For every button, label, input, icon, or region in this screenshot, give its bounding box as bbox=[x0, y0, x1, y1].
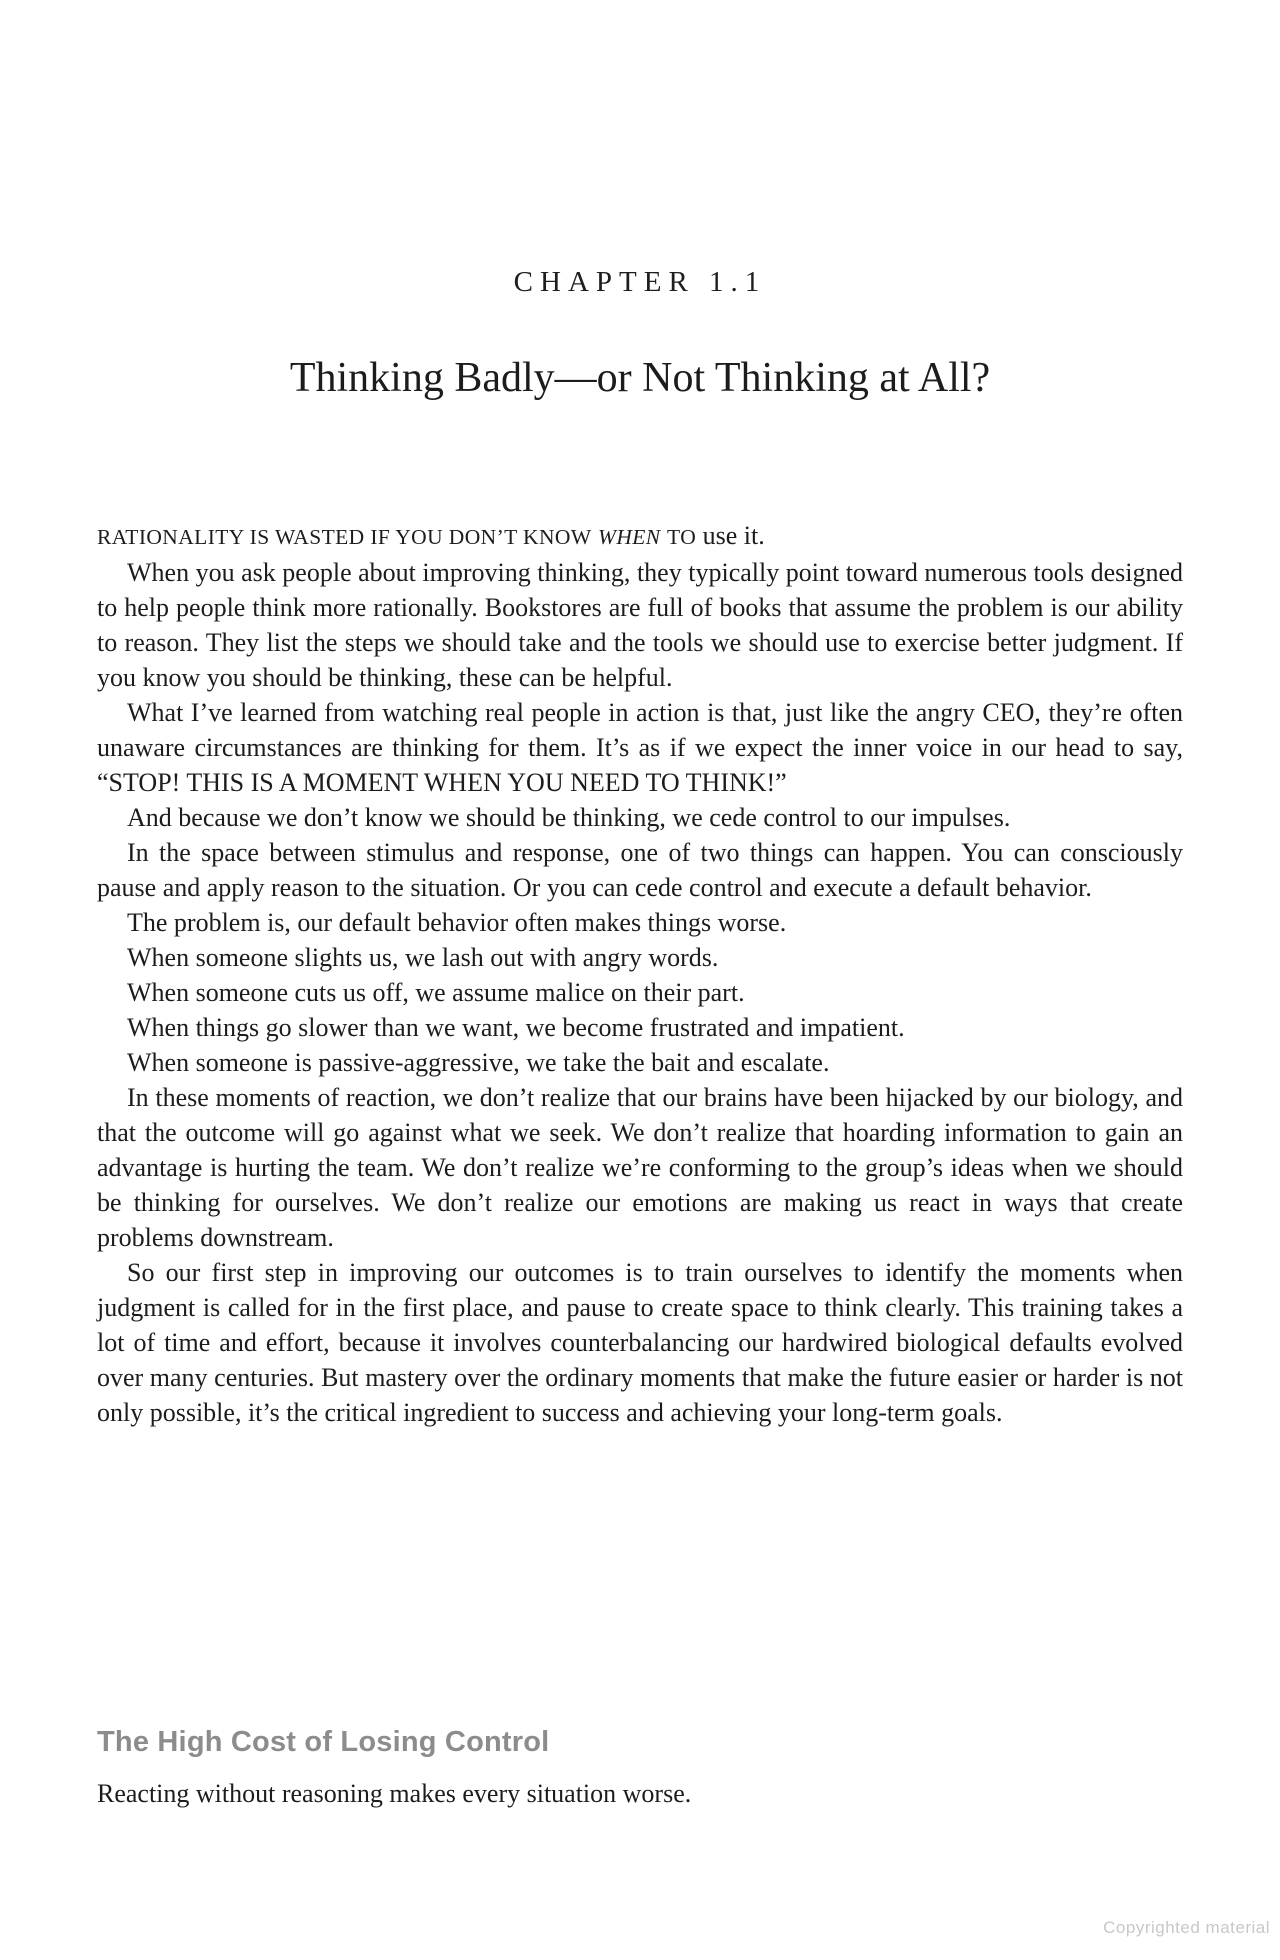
section-intro: Reacting without reasoning makes every situation worse. bbox=[97, 1779, 692, 1808]
paragraph: When someone is passive-aggressive, we take the bait and escalate. bbox=[127, 1048, 830, 1077]
paragraph: When things go slower than we want, we become frustrated and impatient. bbox=[127, 1013, 905, 1042]
body-text bbox=[97, 518, 1183, 1430]
paragraph: When someone cuts us off, we assume malice on their part. bbox=[127, 978, 745, 1007]
paragraph: And because we don’t know we should be thinking, we cede control to our impulses. bbox=[127, 803, 1011, 832]
opening-regular-text: use it. bbox=[702, 521, 765, 550]
paragraph: The problem is, our default behavior often makes things worse. bbox=[127, 908, 787, 937]
paragraph: In the space between stimulus and response, one of two things can happen. You can consciously pause and apply reason to the situation. Or you can cede control and execute a default behavior. bbox=[97, 838, 1183, 902]
paragraph: So our first step in improving our outcomes is to train ourselves to identify the moments when judgment is called for in the first place, and pause to create space to think clearly. This training takes a lot of time and effort, because it involves counterbalancing our hardwired biological defaults evolved over many centuries. But mastery over the ordinary moments that make the future easier or harder is not only possible, it’s the critical ingredient to success and achieving your long-term goals. bbox=[97, 1258, 1183, 1427]
opening-line bbox=[97, 518, 1183, 555]
paragraph: When you ask people about improving thinking, they typically point toward numerous tools designed to help people think more rationally. Bookstores are full of books that assume the problem is our ability to reason. They list the steps we should take and the tools we should use to exercise better judgment. If you know you should be thinking, these can be helpful. bbox=[97, 558, 1183, 692]
paragraph: When someone slights us, we lash out with angry words. bbox=[127, 943, 719, 972]
chapter-title: Thinking Badly—or Not Thinking at All? bbox=[289, 355, 991, 401]
opening-smallcaps-tail: TO bbox=[667, 525, 697, 549]
opening-smallcaps-lead: RATIONALITY IS WASTED IF YOU DON’T KNOW bbox=[97, 525, 592, 549]
paragraph: What I’ve learned from watching real people in action is that, just like the angry CEO, they’re often unaware circumstances are thinking for them. It’s as if we expect the inner voice in our head to say, “STOP! THIS IS A MOMENT WHEN YOU NEED TO THINK!” bbox=[97, 698, 1183, 797]
opening-italic-word: WHEN bbox=[598, 525, 661, 549]
copyright-notice: Copyrighted material bbox=[1103, 1918, 1270, 1937]
paragraph: In these moments of reaction, we don’t realize that our brains have been hijacked by our biology, and that the outcome will go against what we seek. We don’t realize that hoarding information to gain an advantage is hurting the team. We don’t realize we’re conforming to the group’s ideas when we should be thinking for ourselves. We don’t realize our emotions are making us react in ways that create problems downstream. bbox=[97, 1083, 1183, 1252]
section-heading: The High Cost of Losing Control bbox=[97, 1726, 550, 1758]
chapter-label: CHAPTER 1.1 bbox=[513, 266, 767, 298]
